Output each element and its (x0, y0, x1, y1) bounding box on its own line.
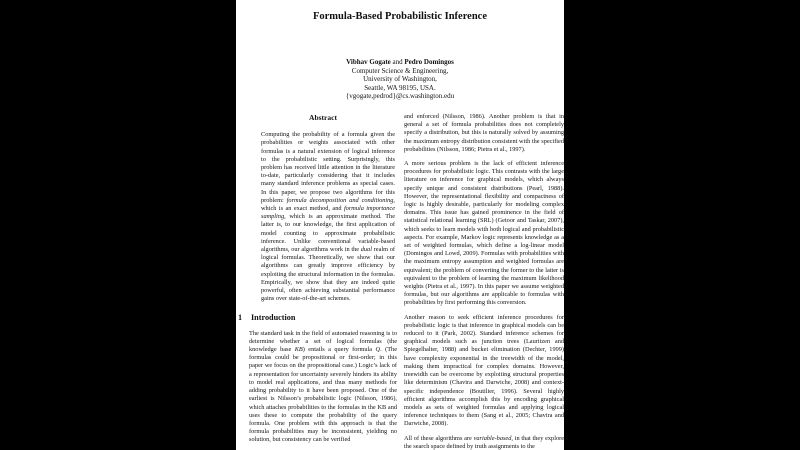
paper-title: Formula-Based Probabilistic Inference (312, 11, 487, 22)
paragraph-variable-based (404, 435, 564, 450)
affiliation-address: Seattle, WA 98195, USA. (364, 83, 436, 92)
intro-emph-q: Q (375, 346, 381, 354)
author-and: and (392, 58, 403, 66)
author-emails: {vgogate,pedrod}@cs.washington.edu (345, 92, 455, 101)
section-heading-introduction (238, 314, 397, 322)
author-2: Pedro Domingos (404, 58, 454, 66)
paragraph-text-part: All of these algorithms are (404, 434, 474, 442)
author-block (236, 58, 564, 101)
affiliation-university: University of Washington, (363, 75, 437, 84)
intro-emph-kb: KB (294, 346, 303, 354)
paragraph-graphical-models: Another reason to seek efficient inference procedures for probabilistic logic is that inference in graphical models can be reduced to it (Park, 2002). Standard inference schemes for graphical models such as junction trees (Lauritzen and Spiegelhalter, 1988) and bucket elimination (Dechter, 1999) have complexity exponential in the treewidth of the model, making them impractical for complex domains. However, treewidth can be overcome by exploiting structural properties like determinism (Chavira and Darwiche, 2008) and context-specific independence (Boutilier, 1996). Several highly efficient algorithms accomplish this by encoding graphical models as sets of weighted formulas and applying logical inference techniques to them (Sang et al., 2005; Chavira and Darwiche, 2008). (404, 313, 564, 428)
abstract-emph-dual: dual (360, 246, 372, 254)
abstract-heading: Abstract (309, 113, 337, 122)
section-title: Introduction (251, 313, 296, 323)
affiliation-dept: Computer Science & Engineering, (351, 66, 449, 75)
abstract-text-part: , which is an approximate method. The latter is, to our knowledge, the first application of model counting to approximate probabilistic inference. Unlike conventional variable-based algorithms, our algorithms work in the (261, 213, 395, 254)
abstract-emph-method1: formula decomposition and conditioning (286, 196, 394, 204)
section-number: 1 (238, 313, 243, 323)
author-1: Vibhav Gogate (346, 58, 391, 66)
left-column (238, 113, 397, 445)
intro-text-part: . (The formulas could be propositional or first-order; in this paper we focus on the propositional case.) Logic’s lack of a representation for uncertainty severely hinders its ability to model real applications, and thus many methods for adding probability to it have been proposed. One of the earliest is Nilsson’s probabilistic logic (Nilsson, 1986), which attaches probabilities to the formulas in the KB and uses these to compute the probability of the query formula. One problem with this approach is that the formula probabilities may be inconsistent, yielding no solution, but consistency can be verified (249, 346, 397, 444)
paragraph-consistency: and enforced (Nilsson, 1986). Another problem is that in general a set of formula probabilities does not completely specify a distribution, but this is naturally solved by assuming the maximum entropy distribution consistent with the specified probabilities (Nilsson, 1986; Pietra et al., 1997). (404, 113, 564, 153)
right-column (404, 113, 564, 450)
emph-variable-based: variable-based (473, 434, 512, 442)
paragraph-text-part: , in that they explore the search space defined by truth assignments to the (404, 434, 564, 450)
intro-text-part: ) entails a query formula (302, 346, 376, 354)
intro-paragraph (249, 330, 397, 445)
abstract-text-part: , which is an exact method, and (261, 196, 395, 213)
abstract-text-part: realm of logical formulas. Theoretically, we show that our algorithms can greatly improve efficiency by exploiting the structural information in the formulas. Empirically, we show that they are indeed quite powerful, often achieving substantial performance gains over state-of-the-art schemes. (261, 246, 395, 303)
paragraph-inference-problem: A more serious problem is the lack of efficient inference procedures for probabilistic logic. This contrasts with the large literature on inference for graphical models, which always specify unique and consistent distributions (Pearl, 1988). However, the representational flexibility and compactness of logic is highly desirable, particularly for modeling complex domains. This issue has gained prominence in the field of statistical relational learning (SRL) (Getoor and Taskar, 2007), which seeks to learn models with both logical and probabilistic aspects. For example, Markov logic represents knowledge as a set of weighted formulas, which define a log-linear model (Domingos and Lowd, 2009). Formulas with probabilities with the maximum entropy assumption and weighted formulas are equivalent; the problem of converting the former to the latter is equivalent to the problem of learning the maximum likelihood weights (Pietra et al., 1997). In this paper we assume weighted formulas, but our algorithms are applicable to formulas with probabilities by first performing this conversion. (404, 160, 564, 307)
abstract-text-part: Computing the probability of a formula given the probabilities or weights associated with other formulas is a natural extension of logical inference to the probabilistic setting. Surprisingly, this problem has received little attention in the literature to-date, particularly considering that it includes many standard inference problems as special cases. In this paper, we propose two algorithms for this problem: (261, 131, 395, 204)
author-names (236, 58, 564, 67)
abstract-text (249, 131, 397, 303)
intro-text-part: The standard task in the field of automated reasoning is to determine whether a set of logical formulas (the knowledge base (249, 329, 397, 354)
paper-page (236, 0, 564, 450)
abstract-emph-method2: formula importance sampling (261, 205, 395, 221)
